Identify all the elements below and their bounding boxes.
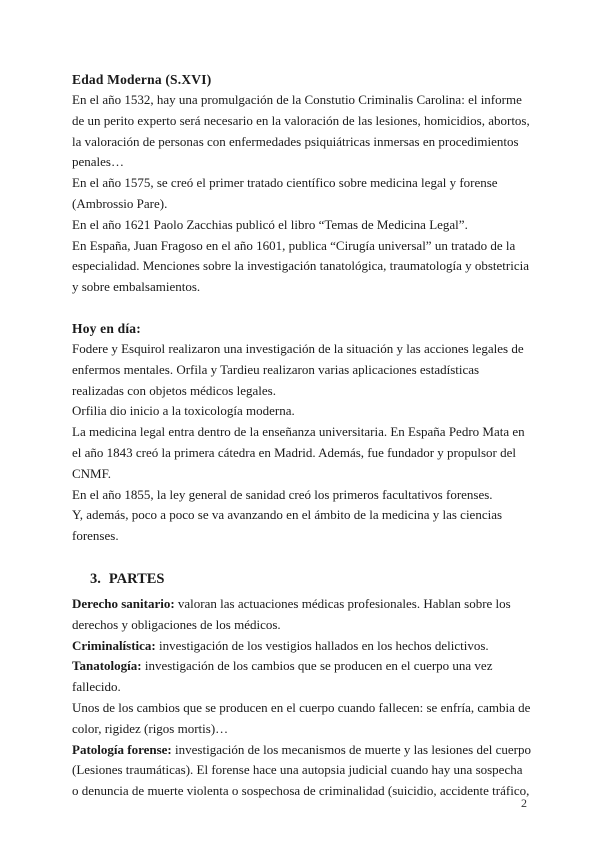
definition-item	[72, 698, 532, 740]
definition-term: Derecho sanitario:	[72, 595, 175, 611]
page-number: 2	[521, 796, 527, 810]
definition-text: investigación de los mecanismos de muerte y las lesiones del cuerpo (Lesiones traumáticas). El forense hace una autopsia judicial cuando hay una sospecha o denuncia de muerte violenta o sospechosa de criminalidad (suicidio, accidente tráfico,	[72, 741, 531, 799]
definition-text: investigación de los vestigios hallados en los hechos delictivos.	[155, 637, 489, 653]
definition-item	[72, 594, 532, 636]
section-title-partes	[90, 568, 532, 590]
heading-hoy-en-dia: Hoy en día:	[72, 320, 141, 336]
definition-item	[72, 740, 532, 802]
paragraph: En el año 1621 Paolo Zacchias publicó el libro “Temas de Medicina Legal”.	[72, 216, 468, 232]
definition-text: Unos de los cambios que se producen en el cuerpo cuando fallecen: se enfría, cambia de color, rigidez (rigos mortis)…	[72, 699, 531, 736]
paragraph: En el año 1575, se creó el primer tratado científico sobre medicina legal y forense (Ambrossio Pare).	[72, 175, 498, 211]
definition-text: investigación de los cambios que se producen en el cuerpo una vez fallecido.	[72, 658, 493, 695]
definition-item	[72, 656, 532, 698]
paragraph: Orfilia dio inicio a la toxicología moderna.	[72, 403, 295, 419]
definition-item	[72, 636, 532, 657]
definition-term: Criminalística:	[72, 637, 156, 653]
paragraph: En el año 1855, la ley general de sanidad creó los primeros facultativos forenses.	[72, 486, 493, 502]
definition-term: Tanatología:	[72, 658, 142, 674]
section-title-text: PARTES	[108, 570, 165, 587]
paragraph: En España, Juan Fragoso en el año 1601, publica “Cirugía universal” un tratado de la especialidad. Menciones sobre la investigación tanatológica, traumatología y obstetricia y sobre embalsamientos.	[72, 237, 530, 295]
paragraph: La medicina legal entra dentro de la enseñanza universitaria. En España Pedro Mata en el año 1843 creó la primera cátedra en Madrid. Además, fue fundador y propulsor del CNMF.	[72, 424, 525, 481]
heading-edad-moderna: Edad Moderna (S.XVI)	[72, 72, 212, 87]
definition-text: valoran las actuaciones médicas profesionales. Hablan sobre los derechos y obligaciones de los médicos.	[72, 595, 511, 632]
definition-term: Patología forense:	[72, 741, 172, 757]
paragraph: En el año 1532, hay una promulgación de la Constutio Criminalis Carolina: el informe de un perito experto será necesario en la valoración de las lesiones, homicidios, abortos, la valoración de personas con enfermedades psiquiátricas inmersas en procedimientos penales…	[72, 92, 530, 170]
paragraph: Y, además, poco a poco se va avanzando en el ámbito de la medicina y las ciencias forenses.	[72, 507, 503, 544]
paragraph: Fodere y Esquirol realizaron una investigación de la situación y las acciones legales de enfermos mentales. Orfila y Tardieu realizaron varias aplicaciones estadísticas realizadas con objetos médicos legales.	[72, 340, 524, 398]
section-number: 3.	[90, 570, 101, 587]
document-page	[72, 70, 532, 802]
